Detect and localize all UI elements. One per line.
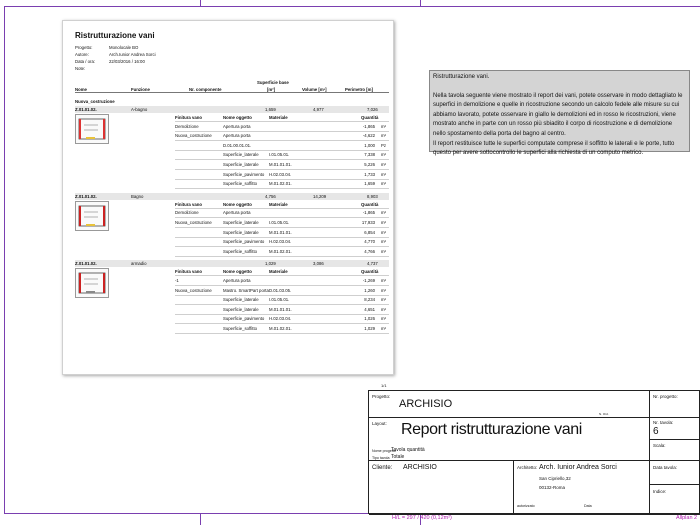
group-nome: Z.01.01.02. <box>75 261 97 267</box>
tb-progetto-cell: Progetto: ARCHISIO <box>369 391 650 418</box>
tb-layout-title: Report ristrutturazione vani <box>401 421 582 438</box>
divider <box>175 140 389 141</box>
row-unit: m² <box>381 278 387 283</box>
note-title: Ristrutturazione vani. <box>433 74 490 80</box>
room-thumbnail <box>75 268 109 298</box>
sub-header-oggetto: Nome oggetto <box>223 201 252 207</box>
row-materiale: D.01.03.05. <box>269 287 292 293</box>
row-materiale: H.02.03.04. <box>269 171 292 177</box>
row-quantity: 4,651 <box>364 306 375 312</box>
row-unit: m² <box>381 229 387 235</box>
tb-progetto: ARCHISIO <box>399 398 453 410</box>
row-unit: m² <box>381 220 387 225</box>
row-unit: m² <box>381 152 387 158</box>
row-oggetto: Superficie_laterale <box>223 162 259 167</box>
sub-header-finitura: Finitura vano <box>175 269 202 275</box>
row-quantity: 1,260 <box>364 287 375 293</box>
group-volume: 4,977 <box>313 107 324 112</box>
row-quantity: -4,622 <box>362 133 375 139</box>
tb-scala-cell: Scala: <box>650 440 700 461</box>
row-unit: m² <box>381 210 387 216</box>
divider <box>175 208 389 209</box>
row-oggetto: D.01.00.01.01. <box>223 142 252 148</box>
row-unit: m² <box>381 326 387 331</box>
row-quantity: 4,770 <box>364 239 375 245</box>
row-unit: m² <box>381 181 387 187</box>
row-quantity: -1,865 <box>362 210 375 216</box>
row-oggetto: Superficie_soffitto <box>223 326 258 331</box>
footer-brand: Allplan 2 <box>676 515 698 521</box>
row-oggetto: Superficie_laterale <box>223 152 259 158</box>
divider <box>175 237 389 238</box>
group-funzione: A-bagno <box>131 107 148 112</box>
row-quantity: 1,733 <box>364 171 375 177</box>
report-title: Ristrutturazione vani <box>75 31 155 40</box>
row-materiale: I.01.05.01. <box>269 297 290 303</box>
report-page: Ristrutturazione vani Progetto: Monolocale BO Autore: Arch.Iunior Andrea Sorci Data / ora: 22/03/2016 / 16:00 Note: Nome Funzione Nr. componente Superficie base [m²] Volume [m³] Perimetro [m] Nuova_costruzione Z.01.01.02. A-bagno 1,659 4,977 7,026 Finitura vano Nome oggetto Materiale Quantità Demolizione Apertura porta -1,865 m² Nuova_costruzione Apertura porta -4,622 m² D.01.00.01.01. 1,000 Pz Superficie_laterale I.01.05.01. 7,338 m² Superficie_laterale M.01.01.01. 5,226 m² Superficie_pavimento H.02.03.04. 1,733 m² Superficie_soffitto M.01.02.01. 1,659 m² Z.01.01.02. Bagno 4,756 14,209 8,903 Finitura vano Nome oggetto Materiale Quantità Demolizione Apertura porta -1,865 m² Nuova_costruzione Superficie_laterale I.01.05.01. 17,933 m² Superficie_laterale M.01.01.01. 6,854 m² Superficie_pavimento H.02.03.04. 4,770 m² Superficie_soffitto M.01.02.01. 4,766 m² Z.01.01.02. armadio 1,029 3,086 4,737 Finitura vano Nome oggetto Materiale Quantità -1 Apertura porta -1,269 m² Nuova_costruzione Mastro. SmartPart porta D.01.03.05. 1,260 m² Superficie_laterale I.01.05.01. 8,234 m² Superficie_laterale M.01.01.01. 4,651 m² Superficie_pavimento H.02.03.04. 1,026 m² Superficie_soffitto M.01.02.01. 1,029 m² 1/1 <box>62 20 394 375</box>
row-finitura: Nuova_costruzione <box>175 287 212 293</box>
sub-header-oggetto: Nome oggetto <box>223 115 252 120</box>
group-superficie: 1,659 <box>265 107 276 112</box>
divider <box>175 159 389 160</box>
divider <box>175 275 389 276</box>
group-superficie: 4,756 <box>265 193 276 199</box>
tb-architetto-cell: Architetto: Arch. Iunior Andrea Sorci San Cipriello,32 00132-Roma autorizzato Data <box>514 461 650 515</box>
row-quantity: 4,766 <box>364 248 375 254</box>
room-thumbnail <box>75 114 109 144</box>
row-oggetto: Mastro. SmartPart porta <box>223 287 269 293</box>
row-unit: m² <box>381 239 387 245</box>
row-oggetto: Apertura porta <box>223 123 251 129</box>
divider <box>175 188 389 189</box>
row-unit: m² <box>381 297 387 303</box>
sub-header-finitura: Finitura vano <box>175 115 202 120</box>
row-quantity: 7,338 <box>364 152 375 158</box>
group-row <box>75 193 389 200</box>
tb-scale-mark: N. Ord. <box>599 412 609 416</box>
sub-header-materiale: Materiale <box>269 115 288 120</box>
row-unit: m² <box>381 133 387 139</box>
sub-header-oggetto: Nome oggetto <box>223 269 252 275</box>
row-unit: m² <box>381 248 387 254</box>
tb-cliente-cell: Cliente: ARCHISIO <box>369 461 514 515</box>
row-oggetto: Superficie_laterale <box>223 306 259 312</box>
row-materiale: M.01.02.01. <box>269 181 292 187</box>
row-finitura: Nuova_costruzione <box>175 133 212 139</box>
divider <box>175 246 389 247</box>
row-quantity: 5,226 <box>364 162 375 167</box>
row-quantity: 1,029 <box>364 326 375 331</box>
group-funzione: Bagno <box>131 193 144 199</box>
group-nome: Z.01.01.02. <box>75 193 97 199</box>
row-materiale: I.01.05.01. <box>269 152 290 158</box>
group-perimetro: 4,737 <box>367 261 378 267</box>
sub-header-quantita: Quantità <box>361 201 379 207</box>
row-materiale: M.01.02.01. <box>269 248 292 254</box>
divider <box>175 150 389 151</box>
row-finitura: Nuova_costruzione <box>175 220 212 225</box>
row-oggetto: Apertura porta <box>223 278 251 283</box>
group-perimetro: 7,026 <box>367 107 378 112</box>
group-row <box>75 106 389 113</box>
sheet-tick <box>200 514 201 525</box>
row-materiale: I.01.05.01. <box>269 220 290 225</box>
tb-data-tavola-cell: Data tavola: <box>650 461 700 485</box>
divider <box>175 121 389 122</box>
row-finitura: Demolizione <box>175 210 199 216</box>
divider <box>175 256 389 257</box>
section-label: Nuova_costruzione <box>75 99 115 104</box>
row-unit: m² <box>381 287 387 293</box>
room-thumbnail <box>75 201 109 231</box>
row-oggetto: Apertura porta <box>223 133 251 139</box>
row-oggetto: Superficie_pavimento <box>223 171 265 177</box>
divider <box>175 333 389 334</box>
sheet-tick <box>200 0 201 6</box>
divider <box>175 217 389 218</box>
row-finitura: Demolizione <box>175 123 199 129</box>
group-nome: Z.01.01.02. <box>75 107 97 112</box>
tb-layout-cell: Layout: Report ristrutturazione vani Nome progetto Tavola quantità Tipo tavola Totale <box>369 418 650 461</box>
divider <box>175 169 389 170</box>
description-note <box>429 70 690 157</box>
tb-nr-progetto-cell: Nr. progetto: <box>650 391 700 418</box>
sub-header-quantita: Quantità <box>361 115 379 120</box>
row-oggetto: Apertura porta <box>223 210 251 216</box>
row-oggetto: Superficie_laterale <box>223 220 259 225</box>
sheet-tick <box>420 0 421 6</box>
row-materiale: M.01.02.01. <box>269 326 292 331</box>
sub-header-quantita: Quantità <box>361 269 379 275</box>
footer-scale: H/L = 297 / 420 (0,12m²) <box>392 515 452 521</box>
divider <box>175 323 389 324</box>
group-row <box>75 260 389 267</box>
divider <box>175 131 389 132</box>
divider <box>175 227 389 228</box>
divider <box>175 179 389 180</box>
row-materiale: H.02.03.04. <box>269 239 292 245</box>
row-quantity: 1,659 <box>364 181 375 187</box>
tb-indice-cell: Indice: <box>650 485 700 515</box>
row-oggetto: Superficie_soffitto <box>223 181 258 187</box>
row-unit: m² <box>381 306 387 312</box>
sub-header-finitura: Finitura vano <box>175 201 202 207</box>
sub-header-materiale: Materiale <box>269 201 288 207</box>
title-block <box>368 390 700 514</box>
group-volume: 3,086 <box>313 261 324 267</box>
row-materiale: M.01.01.01. <box>269 162 292 167</box>
divider <box>175 285 389 286</box>
group-funzione: armadio <box>131 261 147 267</box>
note-body: Nella tavola seguente viene mostrato il report dei vani, potete osservare in modo dettagliato le superfici in demolizione e quelle in ricostruzione secondo un calcolo fedele alle misure su cui abbiamo lavorato, potete osservare in giallo le demolizioni ed in rosso le ricostruzioni, viene mostrato anche in parte con un rosso più sbiadito il corpo di ricostruzione e di demolizione nello spostamento della porta del bagno al centro. <box>433 92 683 137</box>
row-oggetto: Superficie_pavimento <box>223 239 265 245</box>
row-quantity: -1,865 <box>362 123 375 129</box>
row-materiale: M.01.01.01. <box>269 229 292 235</box>
page-number: 1/1 <box>381 383 387 388</box>
row-unit: m² <box>381 162 387 167</box>
row-quantity: 1,026 <box>364 316 375 322</box>
note-body-2: Il report restituisce tutte le superfici computate comprese il soffitto le laterali e le porte, tutto questo per avere sottocontrollo le superfici alla richiesta di un computo metrico. <box>433 140 675 157</box>
row-quantity: 6,854 <box>364 229 375 235</box>
group-volume: 14,209 <box>313 193 327 199</box>
row-quantity: 17,933 <box>361 220 375 225</box>
row-materiale: M.01.01.01. <box>269 306 292 312</box>
row-unit: Pz <box>381 142 387 148</box>
divider <box>175 295 389 296</box>
row-quantity: -1,269 <box>362 278 375 283</box>
tb-nr-tavola-cell: Nr. tavola: 6 <box>650 418 700 440</box>
sub-header-materiale: Materiale <box>269 269 288 275</box>
row-unit: m² <box>381 171 387 177</box>
row-unit: m² <box>381 123 387 129</box>
row-oggetto: Superficie_soffitto <box>223 248 258 254</box>
table-header: Nome Funzione Nr. componente Superficie base [m²] Volume [m³] Perimetro [m] <box>75 79 389 93</box>
row-unit: m² <box>381 316 387 322</box>
row-oggetto: Superficie_laterale <box>223 229 259 235</box>
divider <box>175 314 389 315</box>
row-quantity: 8,234 <box>364 297 375 303</box>
row-finitura: -1 <box>175 278 179 283</box>
group-perimetro: 8,903 <box>367 193 378 199</box>
row-materiale: H.02.03.04. <box>269 316 292 322</box>
row-oggetto: Superficie_pavimento <box>223 316 265 322</box>
row-quantity: 1,000 <box>364 142 375 148</box>
row-oggetto: Superficie_laterale <box>223 297 259 303</box>
divider <box>175 304 389 305</box>
group-superficie: 1,029 <box>265 261 276 267</box>
